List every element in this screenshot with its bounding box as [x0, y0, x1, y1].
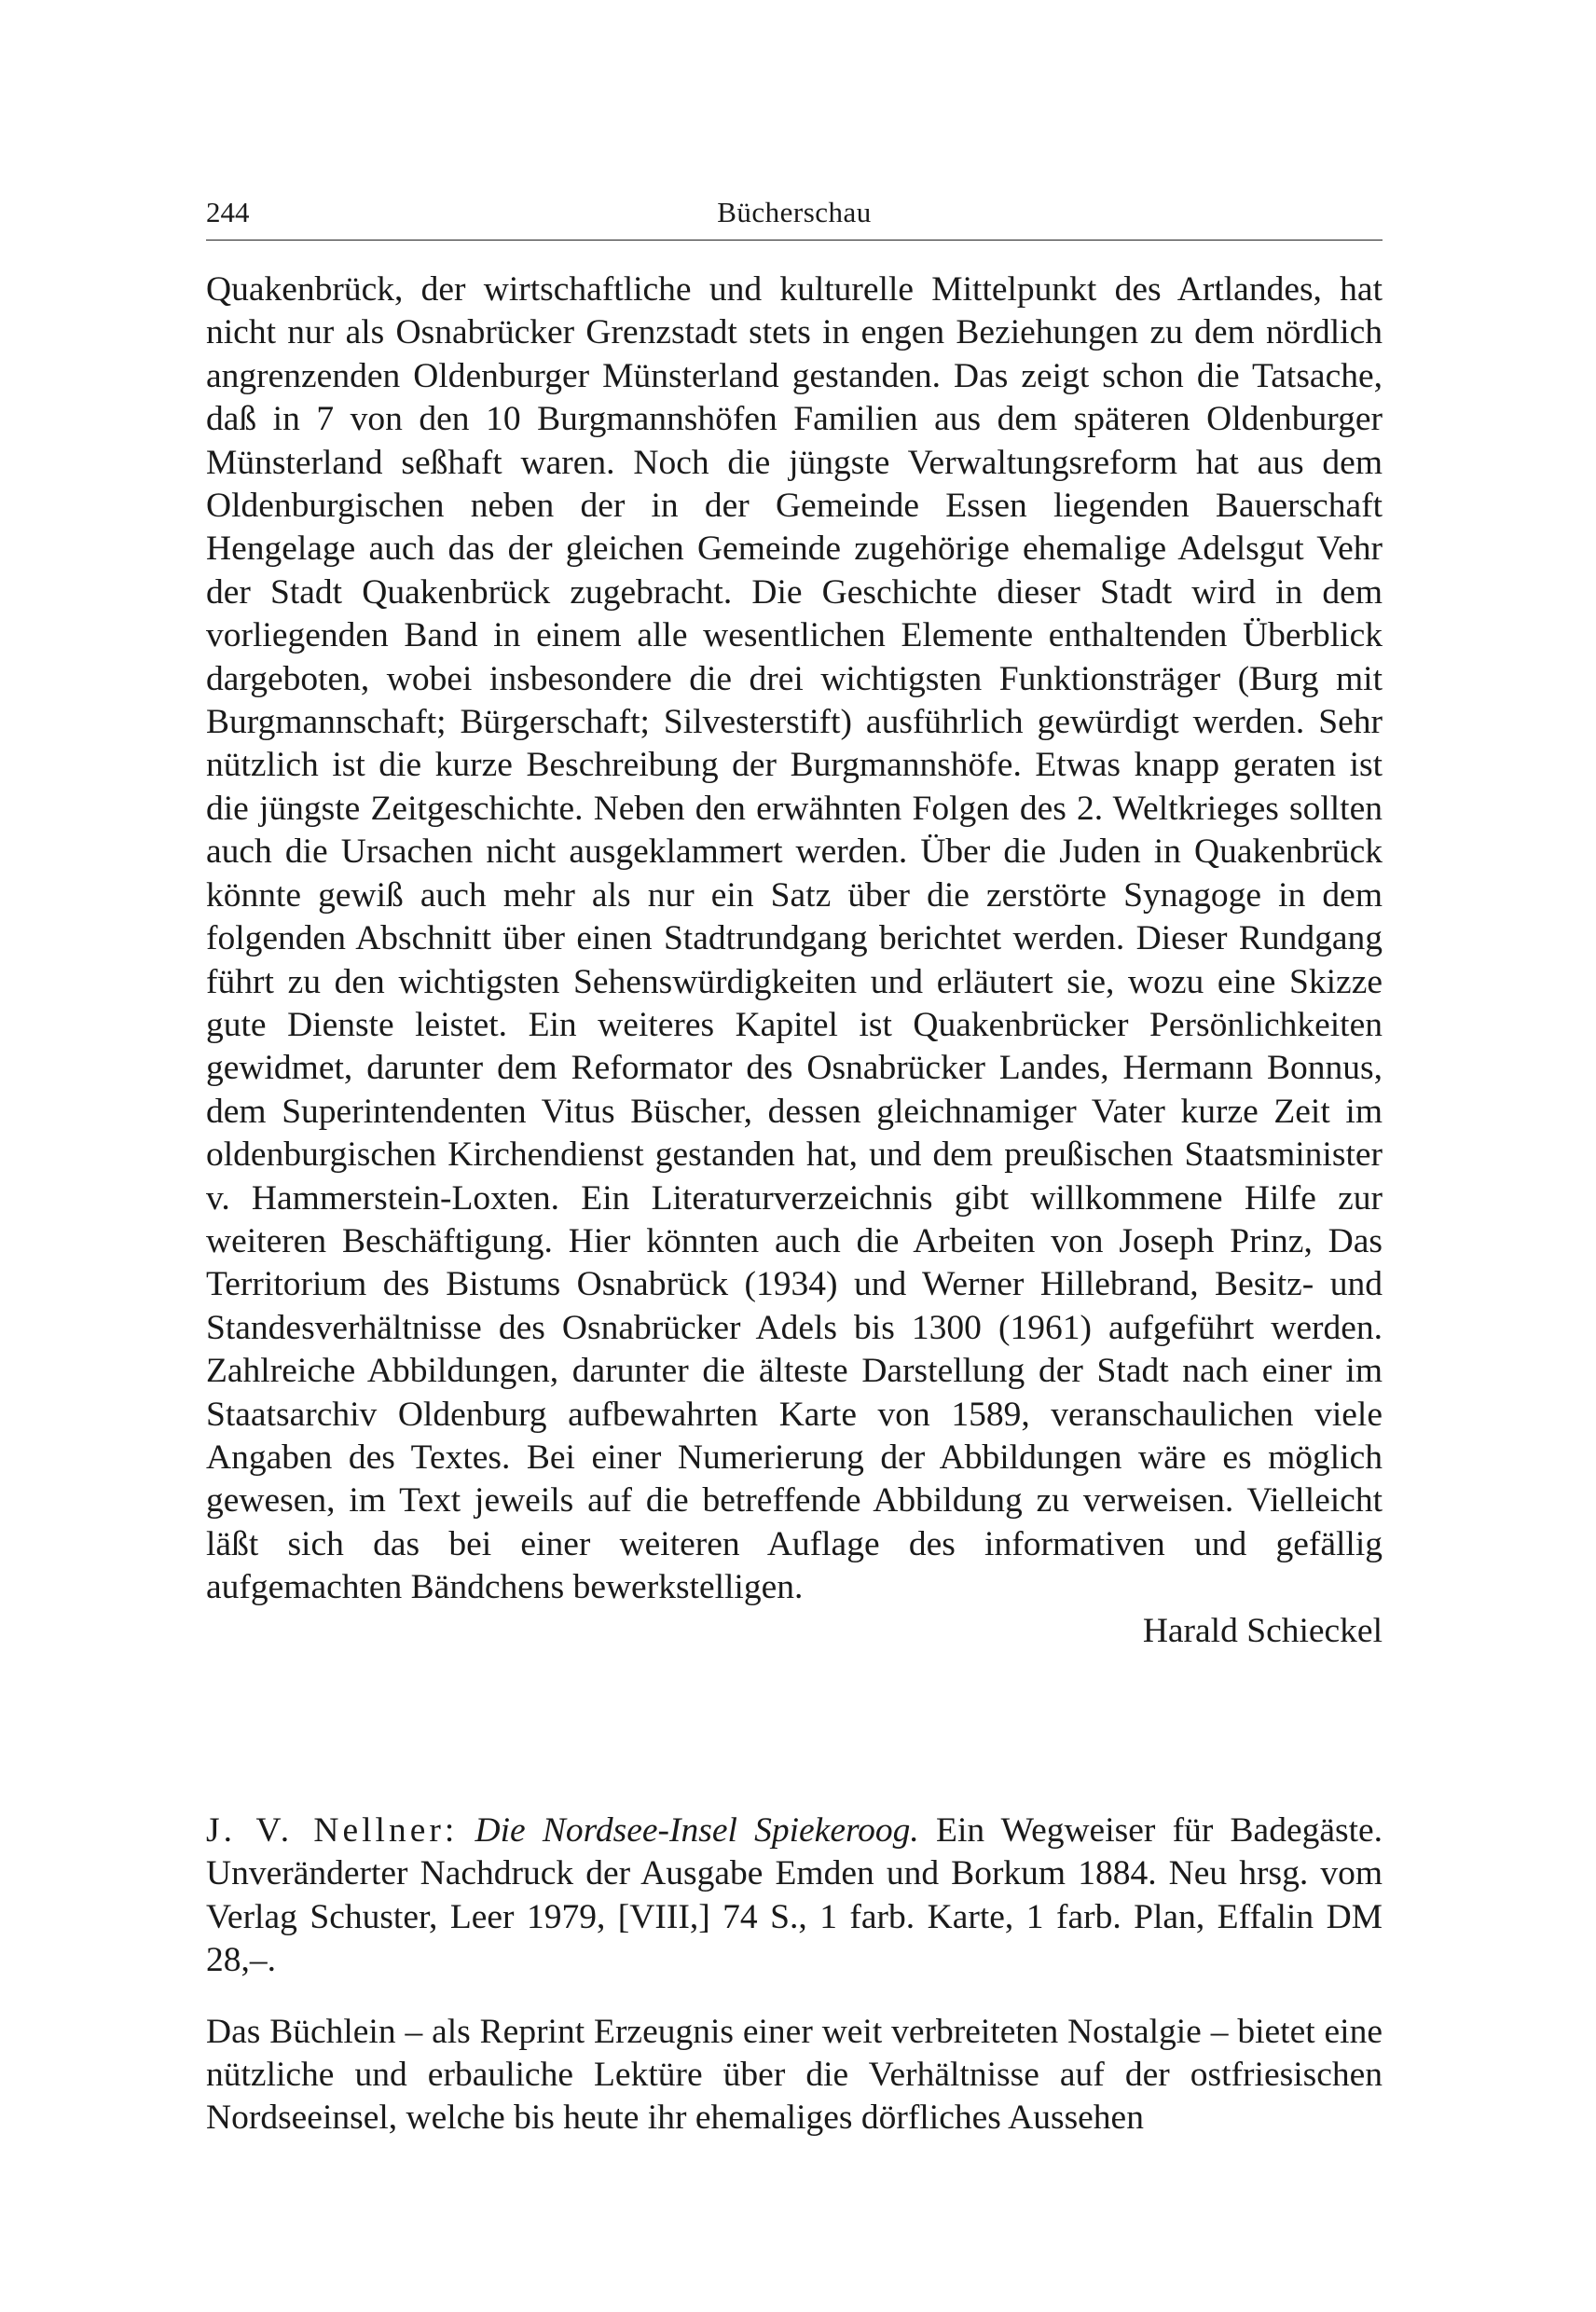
citation-author: J. V. Nellner:: [206, 1811, 459, 1850]
running-head: [206, 191, 1383, 234]
review-quakenbrueck-text: Quakenbrück, der wirtschaftliche und kulturelle Mittelpunkt des Artlandes, hat nicht nur als Osnabrücker Grenzstadt stets in engen Beziehungen zu dem nördlich angrenzenden Oldenburger Münsterland gestanden. Das zeigt schon die Tatsache, daß in 7 von den 10 Burgmannshöfen Familien aus dem späteren Oldenburger Münsterland seßhaft waren. Noch die jüngste Verwaltungsreform hat aus dem Oldenburgischen neben der in der Gemeinde Essen liegenden Bauerschaft Hengelage auch das der gleichen Gemeinde zugehörige ehemalige Adelsgut Vehr der Stadt Quakenbrück zugebracht. Die Geschichte dieser Stadt wird in dem vorliegenden Band in einem alle wesentlichen Elemente enthaltenden Überblick dargeboten, wobei insbesondere die drei wichtigsten Funktionsträger (Burg mit Burgmannschaft; Bürgerschaft; Silvesterstift) ausführlich gewürdigt werden. Sehr nützlich ist die kurze Beschreibung der Burgmannshöfe. Etwas knapp geraten ist die jüngste Zeitgeschichte. Neben den erwähnten Folgen des 2. Weltkrieges sollten auch die Ursachen nicht ausgeklammert werden. Über die Juden in Quakenbrück könnte gewiß auch mehr als nur ein Satz über die zerstörte Synagoge in dem folgenden Abschnitt über einen Stadtrundgang berichtet werden. Dieser Rundgang führt zu den wichtigsten Sehenswürdigkeiten und erläutert sie, wozu eine Skizze gute Dienste leistet. Ein weiteres Kapitel ist Quakenbrücker Persönlichkeiten gewidmet, darunter dem Reformator des Osnabrücker Landes, Hermann Bonnus, dem Superintendenten Vitus Büscher, dessen gleichnamiger Vater kurze Zeit im oldenburgischen Kirchendienst gestanden hat, und dem preußischen Staatsminister v. Hammerstein-Loxten. Ein Literaturverzeichnis gibt willkommene Hilfe zur weiteren Beschäftigung. Hier könnten auch die Arbeiten von Joseph Prinz, Das Territorium des Bistums Osnabrück (1934) und Werner Hillebrand, Besitz- und Standesverhältnisse des Osnabrücker Adels bis 1300 (1961) aufgeführt werden. Zahlreiche Abbildungen, darunter die älteste Darstellung der Stadt nach einer im Staatsarchiv Oldenburg aufbewahrten Karte von 1589, veranschaulichen viele Angaben des Textes. Bei einer Numerierung der Abbildungen wäre es möglich gewesen, im Text jeweils auf die betreffende Abbildung zu verweisen. Vielleicht läßt sich das bei einer weiteren Auflage des informativen und gefällig aufgemachten Bändchens bewerkstelligen.: [206, 270, 1383, 1607]
section-gap: [206, 1653, 1383, 1810]
book-citation: [206, 1810, 1383, 1983]
page-number: 244: [206, 196, 250, 228]
citation-details: Ein Wegweiser für Badegäste. Unveränderter Nachdruck der Ausgabe Emden und Borkum 1884. Neu hrsg. vom Verlag Schuster, Leer 1979, [VIII,] 74 S., 1 farb. Karte, 1 farb. Plan, Effalin DM 28,–.: [206, 1811, 1383, 1980]
book-page: [206, 191, 1383, 2140]
section-title: Bücherschau: [717, 196, 872, 228]
reviewer-signature: Harald Schieckel: [1142, 1611, 1383, 1650]
citation-title: Die Nordsee-Insel Spiekeroog.: [475, 1811, 919, 1850]
header-rule: [206, 240, 1383, 241]
review-spiekeroog-text: Das Büchlein – als Reprint Erzeugnis einer weit verbreiteten Nostalgie – bietet eine nützliche und erbauliche Lektüre über die Verhältnisse auf der ostfriesischen Nordseeinsel, welche bis heute ihr ehemaliges dörfliches Aussehen: [206, 2012, 1383, 2138]
